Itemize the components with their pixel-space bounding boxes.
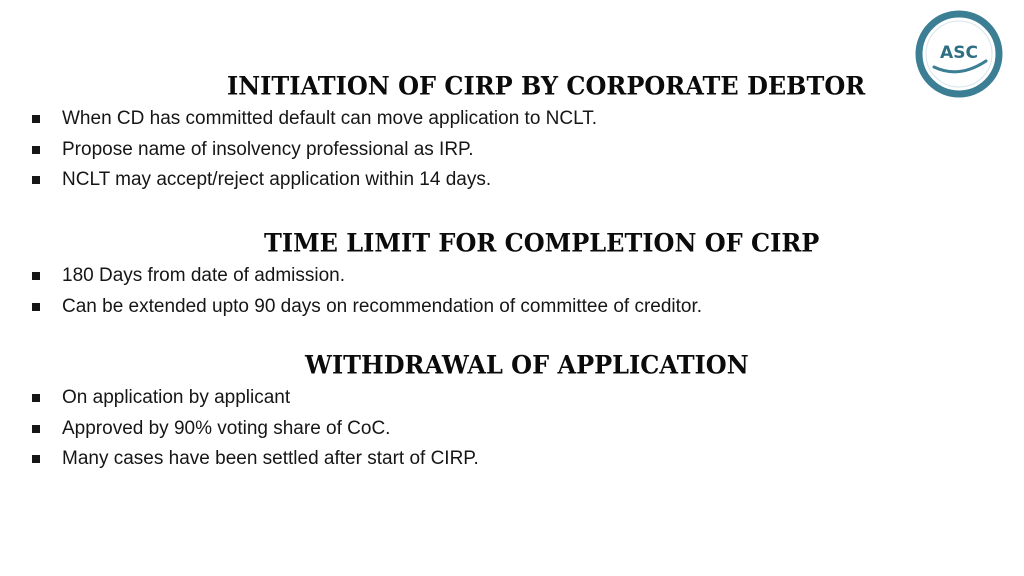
bullet-item	[30, 165, 597, 196]
bullet-text: Can be extended upto 90 days on recommendation of committee of creditor.	[62, 295, 703, 317]
bullet-item	[30, 261, 702, 292]
square-bullet-icon	[32, 115, 40, 123]
bullet-item	[30, 414, 479, 445]
bullet-item	[30, 444, 479, 475]
square-bullet-icon	[32, 303, 40, 311]
bullet-text: Approved by 90% voting share of CoC.	[62, 417, 391, 439]
bullet-text: On application by applicant	[62, 387, 291, 408]
square-bullet-icon	[32, 176, 40, 184]
bullet-text: Propose name of insolvency professional as IRP.	[62, 138, 474, 160]
asc-logo	[914, 9, 1004, 99]
bullet-item	[30, 104, 597, 135]
bullet-text: NCLT may accept/reject application within 14 days.	[62, 169, 492, 190]
bullet-list-withdrawal	[30, 383, 479, 475]
square-bullet-icon	[32, 455, 40, 463]
bullet-list-initiation	[30, 104, 597, 196]
bullet-item	[30, 383, 479, 414]
bullet-text: When CD has committed default can move application to NCLT.	[62, 108, 598, 129]
section-heading-initiation: INITIATION OF CIRP BY CORPORATE DEBTOR	[227, 70, 866, 101]
square-bullet-icon	[32, 425, 40, 433]
asc-logo-icon	[914, 9, 1004, 99]
bullet-list-time-limit	[30, 261, 702, 322]
logo-text: ASC	[940, 43, 978, 63]
bullet-text: 180 Days from date of admission.	[62, 265, 346, 286]
section-heading-withdrawal: WITHDRAWAL OF APPLICATION	[305, 349, 749, 380]
bullet-text: Many cases have been settled after start of CIRP.	[62, 448, 479, 469]
bullet-item	[30, 292, 702, 323]
square-bullet-icon	[32, 146, 40, 154]
square-bullet-icon	[32, 272, 40, 280]
bullet-item	[30, 135, 597, 166]
section-heading-time-limit: TIME LIMIT FOR COMPLETION OF CIRP	[264, 227, 820, 258]
square-bullet-icon	[32, 394, 40, 402]
